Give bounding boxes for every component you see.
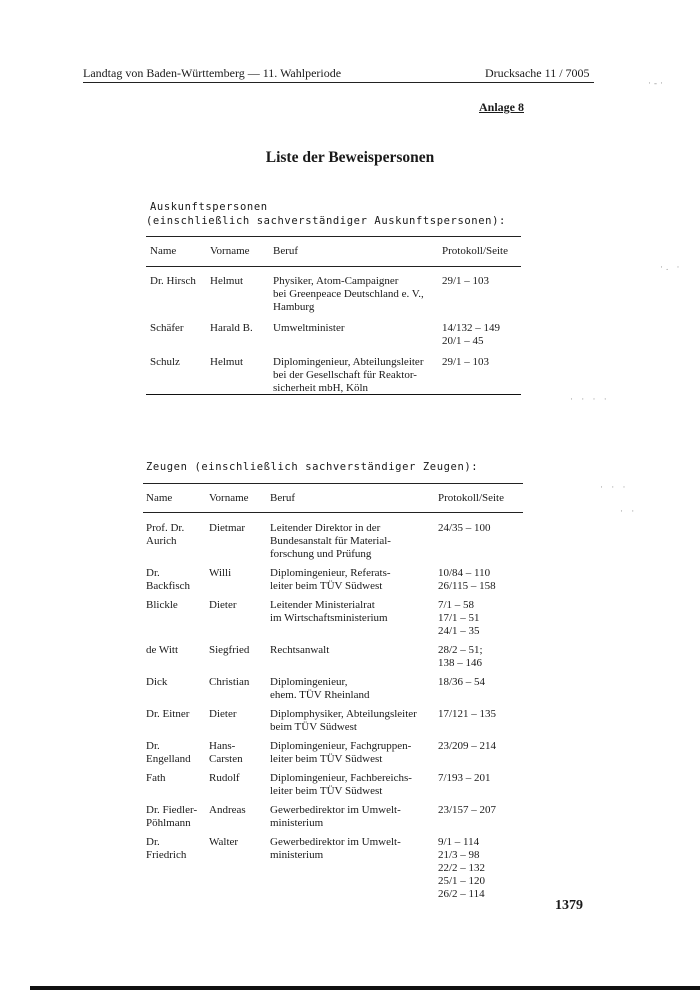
table-row	[146, 772, 524, 804]
table-row	[146, 567, 524, 599]
cell-vorname: Siegfried	[209, 644, 250, 656]
table-row	[146, 599, 524, 644]
cell-name: Dick	[146, 676, 168, 688]
cell-protokoll: 23/157 – 207	[438, 804, 497, 816]
cell-beruf: Gewerbedirektor im Umwelt- ministerium	[270, 804, 401, 829]
column-header-protokoll: Protokoll/Seite	[438, 492, 504, 504]
cell-vorname: Helmut	[210, 275, 243, 287]
running-header-left: Landtag von Baden-Württemberg — 11. Wahlperiode	[83, 66, 342, 80]
column-header-vorname: Vorname	[209, 492, 249, 504]
cell-vorname: Helmut	[210, 356, 243, 368]
cell-protokoll: 18/36 – 54	[438, 676, 486, 688]
table-row	[146, 522, 524, 567]
cell-vorname: Walter	[209, 836, 239, 848]
cell-protokoll: 23/209 – 214	[438, 740, 497, 752]
cell-name: Dr. Friedrich	[146, 836, 187, 861]
scan-speck: ·. ·	[660, 262, 683, 272]
table-row	[150, 322, 522, 356]
cell-name: Schulz	[150, 356, 180, 368]
column-header-name: Name	[150, 245, 177, 257]
cell-protokoll: 29/1 – 103	[442, 356, 490, 368]
cell-protokoll: 10/84 – 110 26/115 – 158	[438, 567, 496, 592]
section1-label-line1: Auskunftspersonen	[150, 201, 268, 213]
cell-name: Schäfer	[150, 322, 184, 334]
page-number: 1379	[555, 898, 583, 913]
scan-speck: · · ·	[600, 482, 629, 492]
cell-beruf: Diplomingenieur, Fachgruppen- leiter beim TÜV Südwest	[270, 740, 412, 765]
cell-vorname: Andreas	[209, 804, 246, 816]
cell-vorname: Dieter	[209, 708, 237, 720]
table-row	[146, 836, 524, 907]
table-header-row	[146, 492, 524, 506]
cell-vorname: Willi	[209, 567, 232, 579]
column-header-name: Name	[146, 492, 173, 504]
cell-protokoll: 7/193 – 201	[438, 772, 491, 784]
cell-vorname: Hans- Carsten	[209, 740, 243, 765]
scan-speck: · · · ·	[570, 394, 610, 404]
table-row	[146, 708, 524, 740]
table-header-row	[150, 245, 522, 259]
cell-vorname: Christian	[209, 676, 250, 688]
cell-beruf: Diplomingenieur, Abteilungsleiter bei der Gesellschaft für Reaktor- sicherheit mbH, Köln	[273, 356, 424, 394]
cell-vorname: Harald B.	[210, 322, 253, 334]
section1-top-rule	[146, 236, 521, 237]
cell-protokoll: 29/1 – 103	[442, 275, 490, 287]
cell-beruf: Diplomingenieur, Referats- leiter beim TÜV Südwest	[270, 567, 391, 592]
table-row	[150, 275, 522, 322]
cell-vorname: Rudolf	[209, 772, 240, 784]
section2-top-rule	[143, 483, 523, 484]
section2-table	[146, 492, 524, 907]
scan-edge	[30, 986, 700, 990]
cell-beruf: Leitender Ministerialrat im Wirtschaftsministerium	[270, 599, 388, 624]
cell-protokoll: 17/121 – 135	[438, 708, 497, 720]
cell-beruf: Umweltminister	[273, 322, 345, 334]
cell-name: Fath	[146, 772, 166, 784]
cell-name: de Witt	[146, 644, 179, 656]
scan-speck: · ·	[620, 506, 638, 516]
cell-beruf: Physiker, Atom-Campaigner bei Greenpeace Deutschland e. V., Hamburg	[273, 275, 424, 313]
section2-label: Zeugen (einschließlich sachverständiger Zeugen):	[146, 461, 479, 473]
table-row	[146, 676, 524, 708]
cell-beruf: Diplomingenieur, Fachbereichs- leiter beim TÜV Südwest	[270, 772, 412, 797]
running-header-right: Drucksache 11 / 7005	[485, 66, 590, 80]
annex-label: Anlage 8	[479, 100, 524, 114]
cell-beruf: Diplomingenieur, ehem. TÜV Rheinland	[270, 676, 370, 701]
section1-label-line2: (einschließlich sachverständiger Auskunftspersonen):	[146, 215, 506, 227]
cell-beruf: Rechtsanwalt	[270, 644, 330, 656]
scan-speck: ·-·	[648, 78, 666, 88]
column-header-vorname: Vorname	[210, 245, 250, 257]
cell-name: Blickle	[146, 599, 178, 611]
page-title: Liste der Beweispersonen	[265, 149, 435, 166]
cell-name: Dr. Hirsch	[150, 275, 196, 287]
table-row	[146, 740, 524, 772]
table-row	[146, 644, 524, 676]
cell-vorname: Dietmar	[209, 522, 246, 534]
cell-protokoll: 28/2 – 51; 138 – 146	[438, 644, 483, 669]
cell-protokoll: 14/132 – 149 20/1 – 45	[442, 322, 501, 347]
column-header-beruf: Beruf	[270, 492, 296, 504]
column-header-protokoll: Protokoll/Seite	[442, 245, 508, 257]
column-header-beruf: Beruf	[273, 245, 299, 257]
cell-name: Dr. Fiedler- Pöhlmann	[146, 804, 198, 829]
cell-name: Dr. Backfisch	[146, 567, 190, 592]
header-rule	[83, 82, 594, 83]
cell-beruf: Leitender Direktor in der Bundesanstalt für Material- forschung und Prüfung	[270, 522, 391, 560]
cell-protokoll: 9/1 – 114 21/3 – 98 22/2 – 132 25/1 – 120 26/2 – 114	[438, 836, 486, 900]
cell-name: Dr. Engelland	[146, 740, 191, 765]
cell-beruf: Gewerbedirektor im Umwelt- ministerium	[270, 836, 401, 861]
cell-vorname: Dieter	[209, 599, 237, 611]
section1-table	[150, 245, 522, 403]
cell-name: Prof. Dr. Aurich	[146, 522, 185, 547]
cell-protokoll: 24/35 – 100	[438, 522, 491, 534]
table-row	[146, 804, 524, 836]
table-row	[150, 356, 522, 403]
cell-beruf: Diplomphysiker, Abteilungsleiter beim TÜV Südwest	[270, 708, 417, 733]
cell-protokoll: 7/1 – 58 17/1 – 51 24/1 – 35	[438, 599, 480, 637]
cell-name: Dr. Eitner	[146, 708, 190, 720]
